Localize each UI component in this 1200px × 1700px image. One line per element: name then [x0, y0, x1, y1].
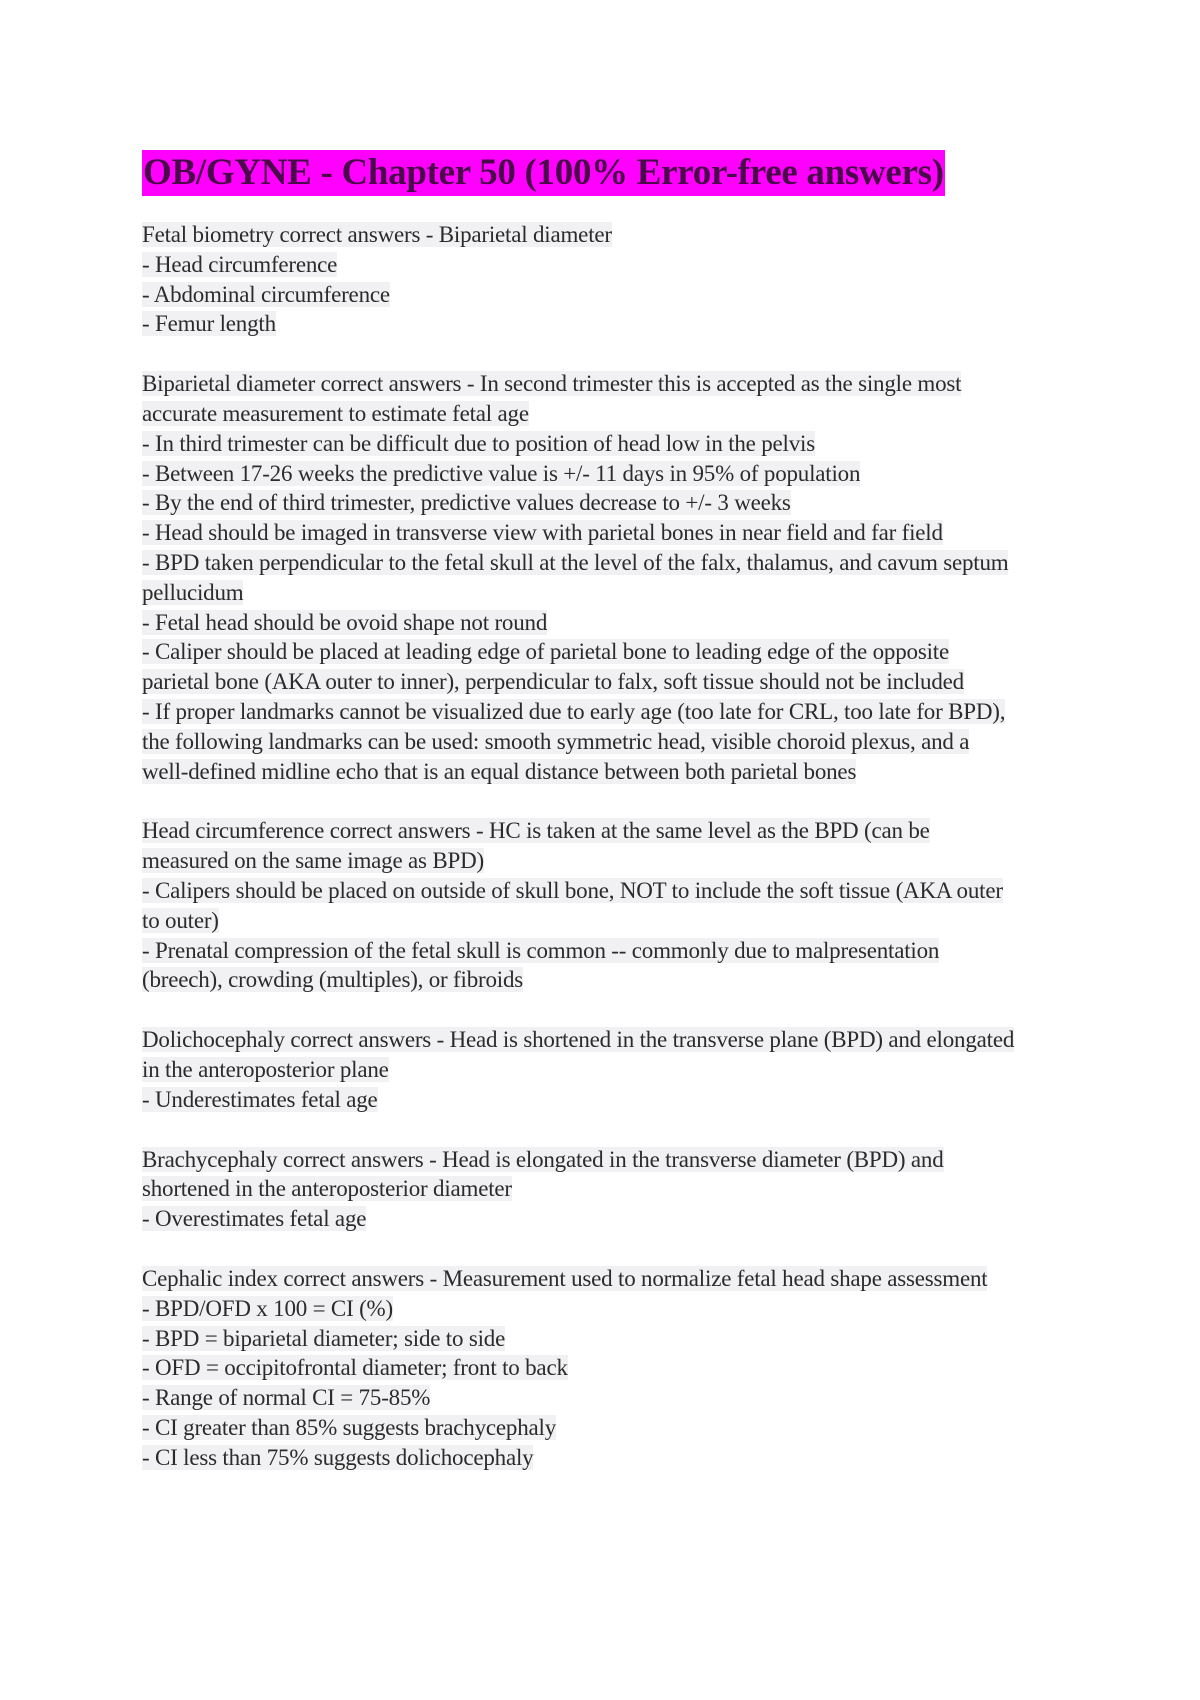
- section-cephalic-index: [142, 1264, 1062, 1473]
- text-line: - Underestimates fetal age: [142, 1086, 378, 1112]
- text-line: - In third trimester can be difficult due to position of head low in the pelvis: [142, 430, 815, 456]
- text-line: Biparietal diameter correct answers - In second trimester this is accepted as the single most: [142, 371, 962, 397]
- text-line: - Femur length: [142, 311, 276, 337]
- text-line: - Overestimates fetal age: [142, 1206, 367, 1232]
- text-line: - OFD = occipitofrontal diameter; front to back: [142, 1355, 568, 1381]
- text-line: - BPD = biparietal diameter; side to side: [142, 1325, 506, 1351]
- text-line: - Head circumference: [142, 251, 338, 277]
- text-line: - CI less than 75% suggests dolichocephaly: [142, 1444, 534, 1470]
- text-line: to outer): [142, 907, 219, 933]
- text-line: - BPD taken perpendicular to the fetal skull at the level of the falx, thalamus, and cavum septum: [142, 549, 1009, 575]
- text-line: pellucidum: [142, 579, 244, 605]
- text-line: - Fetal head should be ovoid shape not round: [142, 609, 548, 635]
- text-line: - Range of normal CI = 75-85%: [142, 1385, 431, 1411]
- text-line: - CI greater than 85% suggests brachycephaly: [142, 1414, 556, 1440]
- text-line: the following landmarks can be used: smooth symmetric head, visible choroid plexus, and a: [142, 728, 970, 754]
- text-line: - Prenatal compression of the fetal skull is common -- commonly due to malpresentation: [142, 937, 940, 963]
- text-line: measured on the same image as BPD): [142, 848, 484, 874]
- text-line: in the anteroposterior plane: [142, 1056, 389, 1082]
- text-line: shortened in the anteroposterior diameter: [142, 1176, 512, 1202]
- text-line: Fetal biometry correct answers - Biparietal diameter: [142, 222, 612, 247]
- document-page: [142, 150, 1062, 1502]
- document-body: [142, 220, 1062, 1472]
- text-line: - Caliper should be placed at leading edge of parietal bone to leading edge of the opposite: [142, 639, 949, 665]
- section-head-circumference: [142, 816, 1062, 995]
- text-line: (breech), crowding (multiples), or fibroids: [142, 967, 524, 993]
- text-line: - Between 17-26 weeks the predictive value is +/- 11 days in 95% of population: [142, 460, 861, 486]
- text-line: accurate measurement to estimate fetal age: [142, 400, 529, 426]
- section-fetal-biometry: [142, 220, 1062, 339]
- section-dolichocephaly: [142, 1025, 1062, 1114]
- text-line: - Abdominal circumference: [142, 281, 390, 307]
- text-line: - Head should be imaged in transverse view with parietal bones in near field and far field: [142, 520, 943, 546]
- section-biparietal-diameter: [142, 369, 1062, 786]
- document-title: OB/GYNE - Chapter 50 (100% Error-free answers): [142, 150, 945, 196]
- text-line: - If proper landmarks cannot be visualized due to early age (too late for CRL, too late for BPD),: [142, 698, 1006, 724]
- text-line: parietal bone (AKA outer to inner), perpendicular to falx, soft tissue should not be included: [142, 669, 964, 695]
- text-line: - By the end of third trimester, predictive values decrease to +/- 3 weeks: [142, 490, 791, 516]
- text-line: - BPD/OFD x 100 = CI (%): [142, 1295, 393, 1321]
- text-line: Cephalic index correct answers - Measurement used to normalize fetal head shape assessment: [142, 1265, 988, 1291]
- text-line: well-defined midline echo that is an equal distance between both parietal bones: [142, 758, 857, 784]
- text-line: Brachycephaly correct answers - Head is elongated in the transverse diameter (BPD) and: [142, 1146, 944, 1172]
- text-line: Head circumference correct answers - HC is taken at the same level as the BPD (can be: [142, 818, 930, 844]
- section-brachycephaly: [142, 1145, 1062, 1234]
- text-line: Dolichocephaly correct answers - Head is shortened in the transverse plane (BPD) and elongated: [142, 1027, 1015, 1053]
- text-line: - Calipers should be placed on outside of skull bone, NOT to include the soft tissue (AKA outer: [142, 877, 1003, 903]
